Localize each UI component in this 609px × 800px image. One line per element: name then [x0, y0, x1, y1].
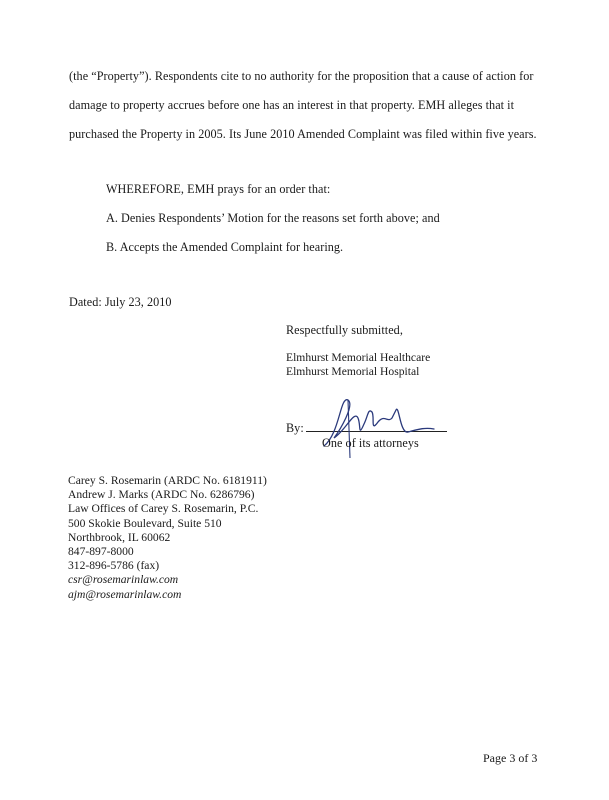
counsel-block [68, 474, 267, 602]
city-state-zip: Northbrook, IL 60062 [68, 530, 171, 544]
signature-closing: Respectfully submitted, [286, 323, 403, 337]
by-label: By: [286, 421, 304, 435]
signer-role: One of its attorneys [322, 436, 419, 450]
wherefore-clause: WHEREFORE, EMH prays for an order that: [106, 182, 331, 196]
relief-item-b: B. Accepts the Amended Complaint for hearing. [106, 240, 344, 254]
law-firm: Law Offices of Carey S. Rosemarin, P.C. [68, 502, 259, 516]
fax-number: 312-896-5786 (fax) [68, 559, 160, 573]
page-number: Page 3 of 3 [483, 751, 538, 765]
attorney-rosemarin: Carey S. Rosemarin (ARDC No. 6181911) [68, 474, 267, 487]
signature-parties [286, 351, 430, 379]
attorney-marks: Andrew J. Marks (ARDC No. 6286796) [68, 488, 255, 502]
party-healthcare: Elmhurst Memorial Healthcare [286, 351, 431, 364]
email-rosemarin[interactable]: csr@rosemarinlaw.com [68, 573, 179, 587]
relief-item-a: A. Denies Respondents’ Motion for the reasons set forth above; and [106, 211, 440, 225]
phone-number: 847-897-8000 [68, 545, 134, 559]
dated-line: Dated: July 23, 2010 [69, 295, 172, 309]
body-line-1: (the “Property”). Respondents cite to no authority for the proposition that a cause of action for [69, 69, 534, 83]
party-hospital: Elmhurst Memorial Hospital [286, 365, 420, 379]
street-address: 500 Skokie Boulevard, Suite 510 [68, 516, 222, 530]
body-line-3: purchased the Property in 2005. Its June 2010 Amended Complaint was filed within five years. [69, 127, 537, 141]
email-marks[interactable]: ajm@rosemarinlaw.com [68, 587, 182, 601]
body-line-2: damage to property accrues before one has an interest in that property. EMH alleges that it [69, 98, 515, 112]
